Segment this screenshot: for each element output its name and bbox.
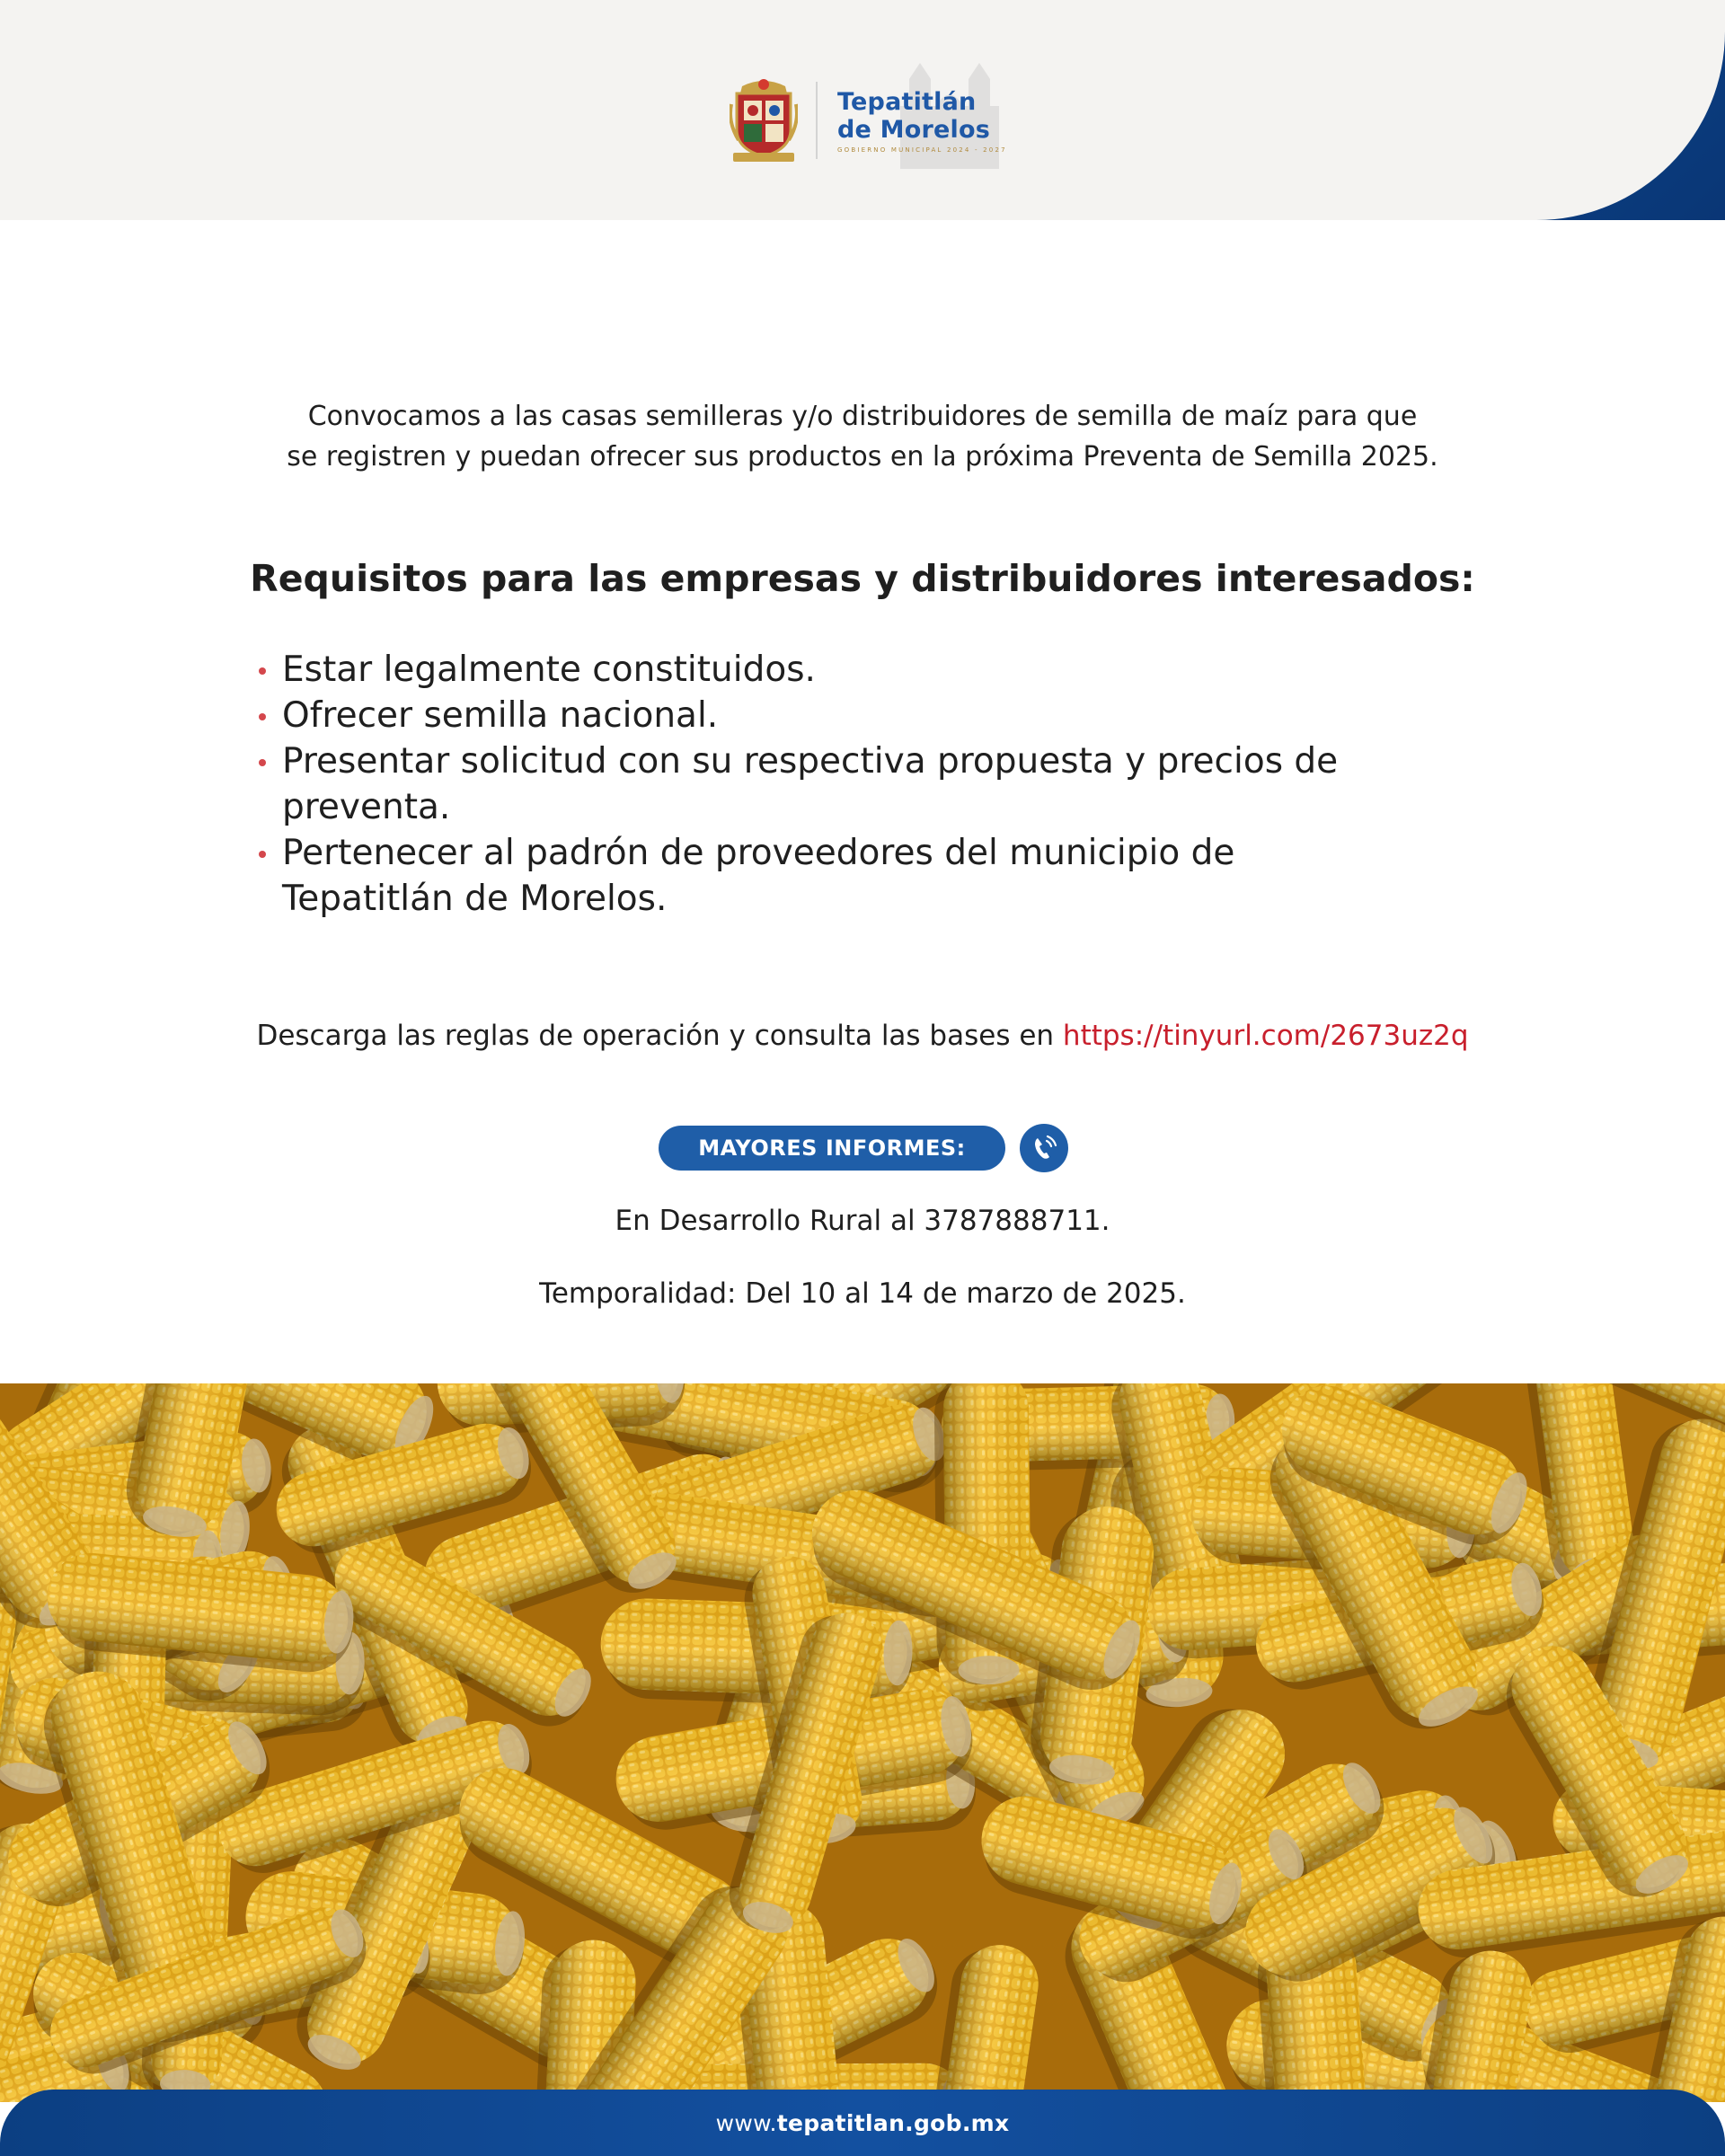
intro-paragraph — [144, 396, 1581, 477]
contact-phone-line: En Desarrollo Rural al 3787888711. — [615, 1205, 1110, 1237]
footer-bar — [0, 2090, 1725, 2156]
url-prefix: www. — [715, 2109, 777, 2136]
bullet-icon — [259, 851, 266, 858]
logo-wordmark — [837, 88, 1007, 154]
period-line: Temporalidad: Del 10 al 14 de marzo de 2025. — [539, 1277, 1186, 1310]
coat-of-arms-icon — [730, 77, 798, 163]
bullet-icon — [259, 667, 266, 675]
requirement-text: Presentar solicitud con su respectiva propuesta y precios de preventa. — [282, 741, 1339, 827]
phone-ringing-icon — [1020, 1124, 1068, 1172]
requirement-text: Estar legalmente constituidos. — [282, 649, 816, 690]
corn-cobs-illustration — [0, 1383, 1725, 2102]
corn-cobs-photo — [0, 1383, 1725, 2102]
more-info-badge: MAYORES INFORMES: — [659, 1126, 1005, 1171]
intro-line-1: Convocamos a las casas semilleras y/o distribuidores de semilla de maíz para que — [307, 401, 1418, 432]
requirement-text: Pertenecer al padrón de proveedores del municipio de Tepatitlán de Morelos. — [282, 833, 1235, 919]
download-text: Descarga las reglas de operación y consulta las bases en — [256, 1020, 1063, 1052]
download-paragraph — [90, 1015, 1635, 1056]
list-item — [257, 693, 1461, 738]
phone-icon-glyph — [1029, 1133, 1059, 1163]
list-item — [257, 647, 1461, 693]
municipal-logo — [730, 75, 1007, 165]
requirements-title: Requisitos para las empresas y distribuidores interesados: — [250, 557, 1475, 600]
url-domain: tepatitlan.gob.mx — [776, 2109, 1010, 2136]
logo-line-1: Tepatitlán — [837, 87, 977, 116]
logo-line-2: de Morelos — [837, 115, 990, 144]
bullet-icon — [259, 759, 266, 766]
logo-subtitle: GOBIERNO MUNICIPAL 2024 - 2027 — [837, 146, 1007, 154]
intro-line-2: se registren y puedan ofrecer sus productos en la próxima Preventa de Semilla 2025. — [287, 441, 1438, 473]
bases-link[interactable]: https://tinyurl.com/2673uz2q — [1062, 1020, 1469, 1052]
list-item — [257, 738, 1380, 830]
bullet-icon — [259, 713, 266, 720]
logo-divider — [816, 82, 818, 159]
requirement-text: Ofrecer semilla nacional. — [282, 695, 719, 736]
website-link[interactable] — [716, 2110, 1010, 2136]
contact-row — [659, 1125, 1068, 1171]
requirements-list — [257, 647, 1461, 922]
list-item — [257, 830, 1380, 922]
